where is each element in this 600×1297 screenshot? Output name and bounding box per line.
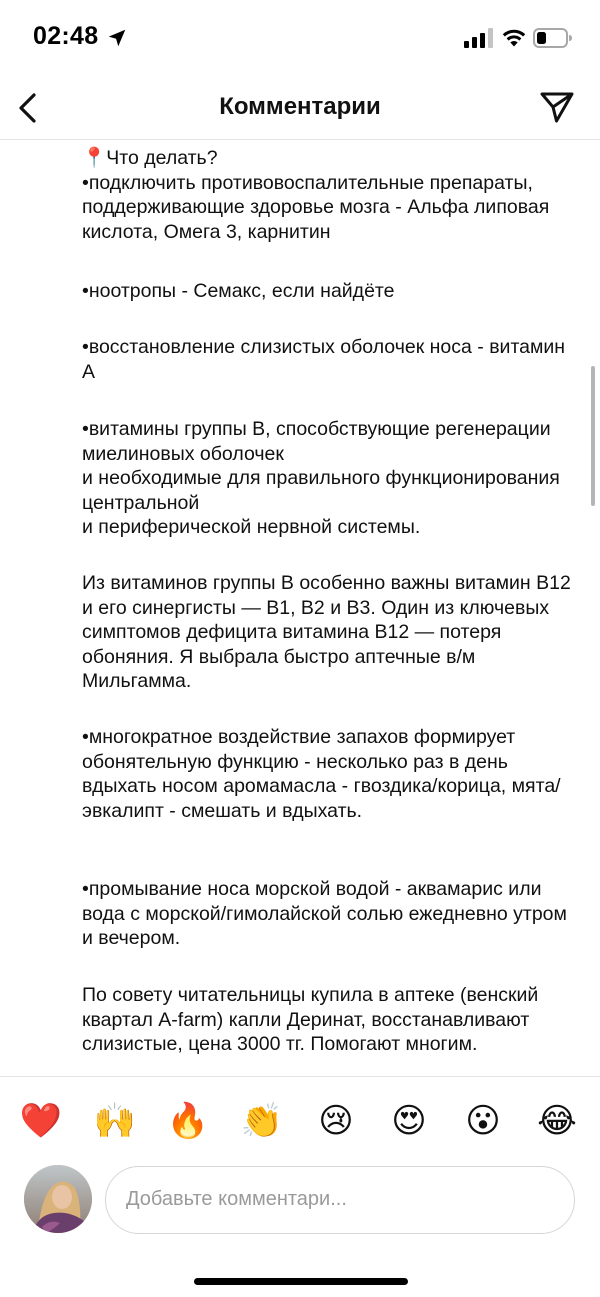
location-arrow-icon <box>106 27 128 49</box>
comment-input[interactable] <box>126 1167 556 1232</box>
comment-body <box>0 141 600 1076</box>
surprised-face-emoji-button[interactable]: 😮 <box>465 1102 501 1140</box>
comment-input-box[interactable] <box>105 1166 575 1234</box>
wifi-icon <box>501 26 527 48</box>
nav-bar <box>0 76 600 140</box>
cellular-signal-icon <box>464 28 494 48</box>
heart-emoji-button[interactable]: ❤️ <box>19 1102 63 1140</box>
heart-eyes-emoji-button[interactable]: 😍 <box>391 1102 427 1140</box>
comment-paragraph: По совету читательницы купила в аптеке (венский квартал A-farm) капли Деринат, восстанавливают слизистые, цена 3000 тг. Помогают многим. <box>82 984 539 1055</box>
crying-face-emoji-button[interactable]: 😢 <box>318 1102 354 1140</box>
comment-paragraph: Из витаминов группы В особенно важны витамин В12 и его синергисты — В1, В2 и В3. Один из ключевых симптомов дефицита витамина В12 — потеря обоняния. Я выбрала быстро аптечные в/м Мильгамма. <box>82 572 571 692</box>
status-time: 02:48 <box>33 22 99 50</box>
status-bar <box>0 0 600 76</box>
comment-paragraph: 📍Что делать? •подключить противовоспалительные препараты, поддерживающие здоровье мозга - Альфа липовая кислота, Омега 3, карнитин <box>82 147 550 243</box>
avatar[interactable] <box>24 1165 92 1233</box>
home-indicator[interactable] <box>194 1278 408 1285</box>
tears-of-joy-emoji-button[interactable]: 😂 <box>537 1102 577 1140</box>
fire-emoji-button[interactable]: 🔥 <box>166 1102 210 1140</box>
comment-paragraph: •многократное воздействие запахов формирует обонятельную функцию - несколько раз в день вдыхать носом аромамасла - гвоздика/корица, мята/эвкалипт - смешать и вдыхать. <box>82 726 561 822</box>
raising-hands-emoji-button[interactable]: 🙌 <box>93 1102 137 1140</box>
scrollbar[interactable] <box>591 366 595 506</box>
user-photo-icon <box>24 1165 92 1233</box>
paper-plane-icon <box>539 89 575 125</box>
comment-paragraph: •восстановление слизистых оболочек носа - витамин А <box>82 336 566 383</box>
emoji-bar <box>0 1076 600 1162</box>
comment-paragraph: •ноотропы - Семакс, если найдёте <box>82 280 395 302</box>
comment-paragraph: •витамины группы В, способствующие регенерации миелиновых оболочек и необходимые для правильного функционирования центральной и периферической нервной системы. <box>82 418 560 538</box>
comment-paragraph: •промывание носа морской водой - аквамарис или вода с морской/гимолайской солью ежедневно утром и вечером. <box>82 878 567 949</box>
battery-icon <box>533 27 573 49</box>
page-title: Комментарии <box>219 93 381 120</box>
clapping-hands-emoji-button[interactable]: 👏 <box>240 1102 284 1140</box>
share-button[interactable] <box>536 86 578 128</box>
